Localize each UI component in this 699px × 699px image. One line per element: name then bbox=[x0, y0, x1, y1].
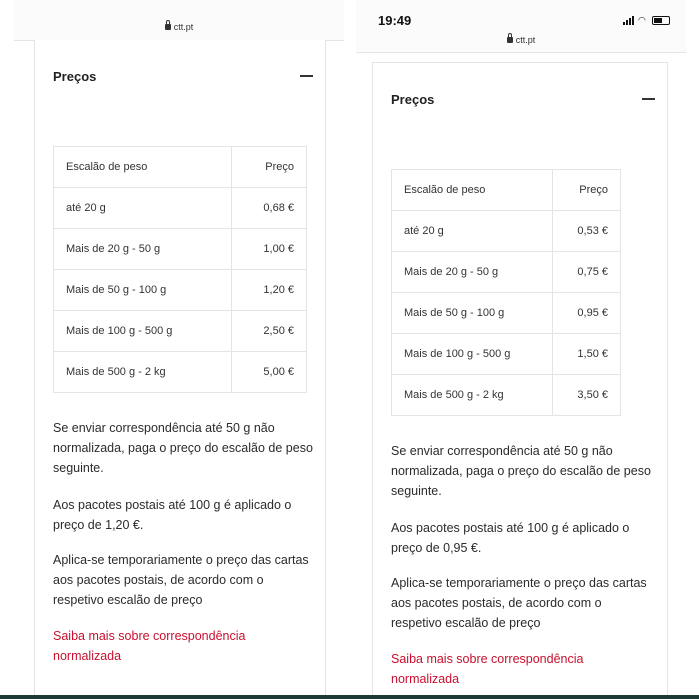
left-screenshot bbox=[14, 0, 344, 699]
prices-accordion bbox=[372, 62, 668, 699]
normalized-mail-link[interactable]: Saiba mais sobre correspondência normalizada bbox=[391, 652, 584, 686]
price-cell: 0,95 € bbox=[552, 293, 620, 334]
info-paragraph: Aplica-se temporariamente o preço das cartas aos pacotes postais, de acordo com o respetivo escalão de preço bbox=[53, 553, 309, 607]
lock-icon bbox=[165, 24, 171, 30]
address-bar[interactable] bbox=[14, 22, 344, 32]
wifi-icon: ◠ bbox=[638, 15, 646, 25]
table-row bbox=[54, 311, 307, 352]
table-header-row bbox=[392, 170, 621, 211]
collapse-minus-icon[interactable] bbox=[300, 75, 313, 77]
price-cell: 2,50 € bbox=[231, 311, 306, 352]
table-row bbox=[392, 293, 621, 334]
weight-cell: Mais de 50 g - 100 g bbox=[54, 270, 232, 311]
weight-cell: Mais de 100 g - 500 g bbox=[54, 311, 232, 352]
right-screenshot bbox=[356, 0, 686, 699]
weight-cell: Mais de 100 g - 500 g bbox=[392, 334, 553, 375]
weight-cell: Mais de 20 g - 50 g bbox=[54, 229, 232, 270]
lock-icon bbox=[507, 37, 513, 43]
price-cell: 1,50 € bbox=[552, 334, 620, 375]
table-row bbox=[54, 229, 307, 270]
price-cell: 0,75 € bbox=[552, 252, 620, 293]
table-row bbox=[392, 375, 621, 416]
weight-cell: até 20 g bbox=[392, 211, 553, 252]
header-price: Preço bbox=[552, 170, 620, 211]
collapse-minus-icon[interactable] bbox=[642, 98, 655, 100]
price-cell: 5,00 € bbox=[231, 352, 306, 393]
table-row bbox=[392, 211, 621, 252]
weight-cell: Mais de 50 g - 100 g bbox=[392, 293, 553, 334]
normalized-mail-link[interactable]: Saiba mais sobre correspondência normalizada bbox=[53, 629, 246, 663]
section-title[interactable]: Preços bbox=[53, 69, 97, 84]
table-row bbox=[54, 188, 307, 229]
status-icons bbox=[623, 16, 670, 25]
battery-icon bbox=[652, 16, 670, 25]
price-cell: 1,00 € bbox=[231, 229, 306, 270]
address-bar[interactable] bbox=[356, 35, 686, 45]
price-cell: 1,20 € bbox=[231, 270, 306, 311]
info-paragraph: Se enviar correspondência até 50 g não normalizada, paga o preço do escalão de peso seguinte. bbox=[391, 444, 651, 498]
browser-status-bar bbox=[356, 0, 686, 53]
status-time: 19:49 bbox=[378, 13, 412, 28]
bottom-edge-bar bbox=[0, 695, 699, 699]
price-cell: 0,53 € bbox=[552, 211, 620, 252]
info-paragraph: Aplica-se temporariamente o preço das cartas aos pacotes postais, de acordo com o respetivo escalão de preço bbox=[391, 576, 647, 630]
header-weight: Escalão de peso bbox=[54, 147, 232, 188]
price-cell: 3,50 € bbox=[552, 375, 620, 416]
header-price: Preço bbox=[231, 147, 306, 188]
price-table bbox=[391, 169, 621, 416]
prices-accordion bbox=[34, 40, 326, 699]
weight-cell: Mais de 20 g - 50 g bbox=[392, 252, 553, 293]
weight-cell: até 20 g bbox=[54, 188, 232, 229]
info-paragraph: Aos pacotes postais até 100 g é aplicado o preço de 0,95 €. bbox=[391, 521, 630, 555]
table-row bbox=[54, 352, 307, 393]
table-row bbox=[392, 334, 621, 375]
url-text: ctt.pt bbox=[515, 35, 536, 45]
info-paragraph: Se enviar correspondência até 50 g não normalizada, paga o preço do escalão de peso seguinte. bbox=[53, 421, 313, 475]
url-text: ctt.pt bbox=[173, 22, 194, 32]
table-header-row bbox=[54, 147, 307, 188]
table-row bbox=[392, 252, 621, 293]
price-cell: 0,68 € bbox=[231, 188, 306, 229]
browser-status-bar bbox=[14, 0, 344, 41]
header-weight: Escalão de peso bbox=[392, 170, 553, 211]
section-title[interactable]: Preços bbox=[391, 92, 435, 107]
price-table bbox=[53, 146, 307, 393]
weight-cell: Mais de 500 g - 2 kg bbox=[54, 352, 232, 393]
weight-cell: Mais de 500 g - 2 kg bbox=[392, 375, 553, 416]
info-paragraph: Aos pacotes postais até 100 g é aplicado o preço de 1,20 €. bbox=[53, 498, 292, 532]
table-row bbox=[54, 270, 307, 311]
signal-icon bbox=[623, 16, 634, 25]
